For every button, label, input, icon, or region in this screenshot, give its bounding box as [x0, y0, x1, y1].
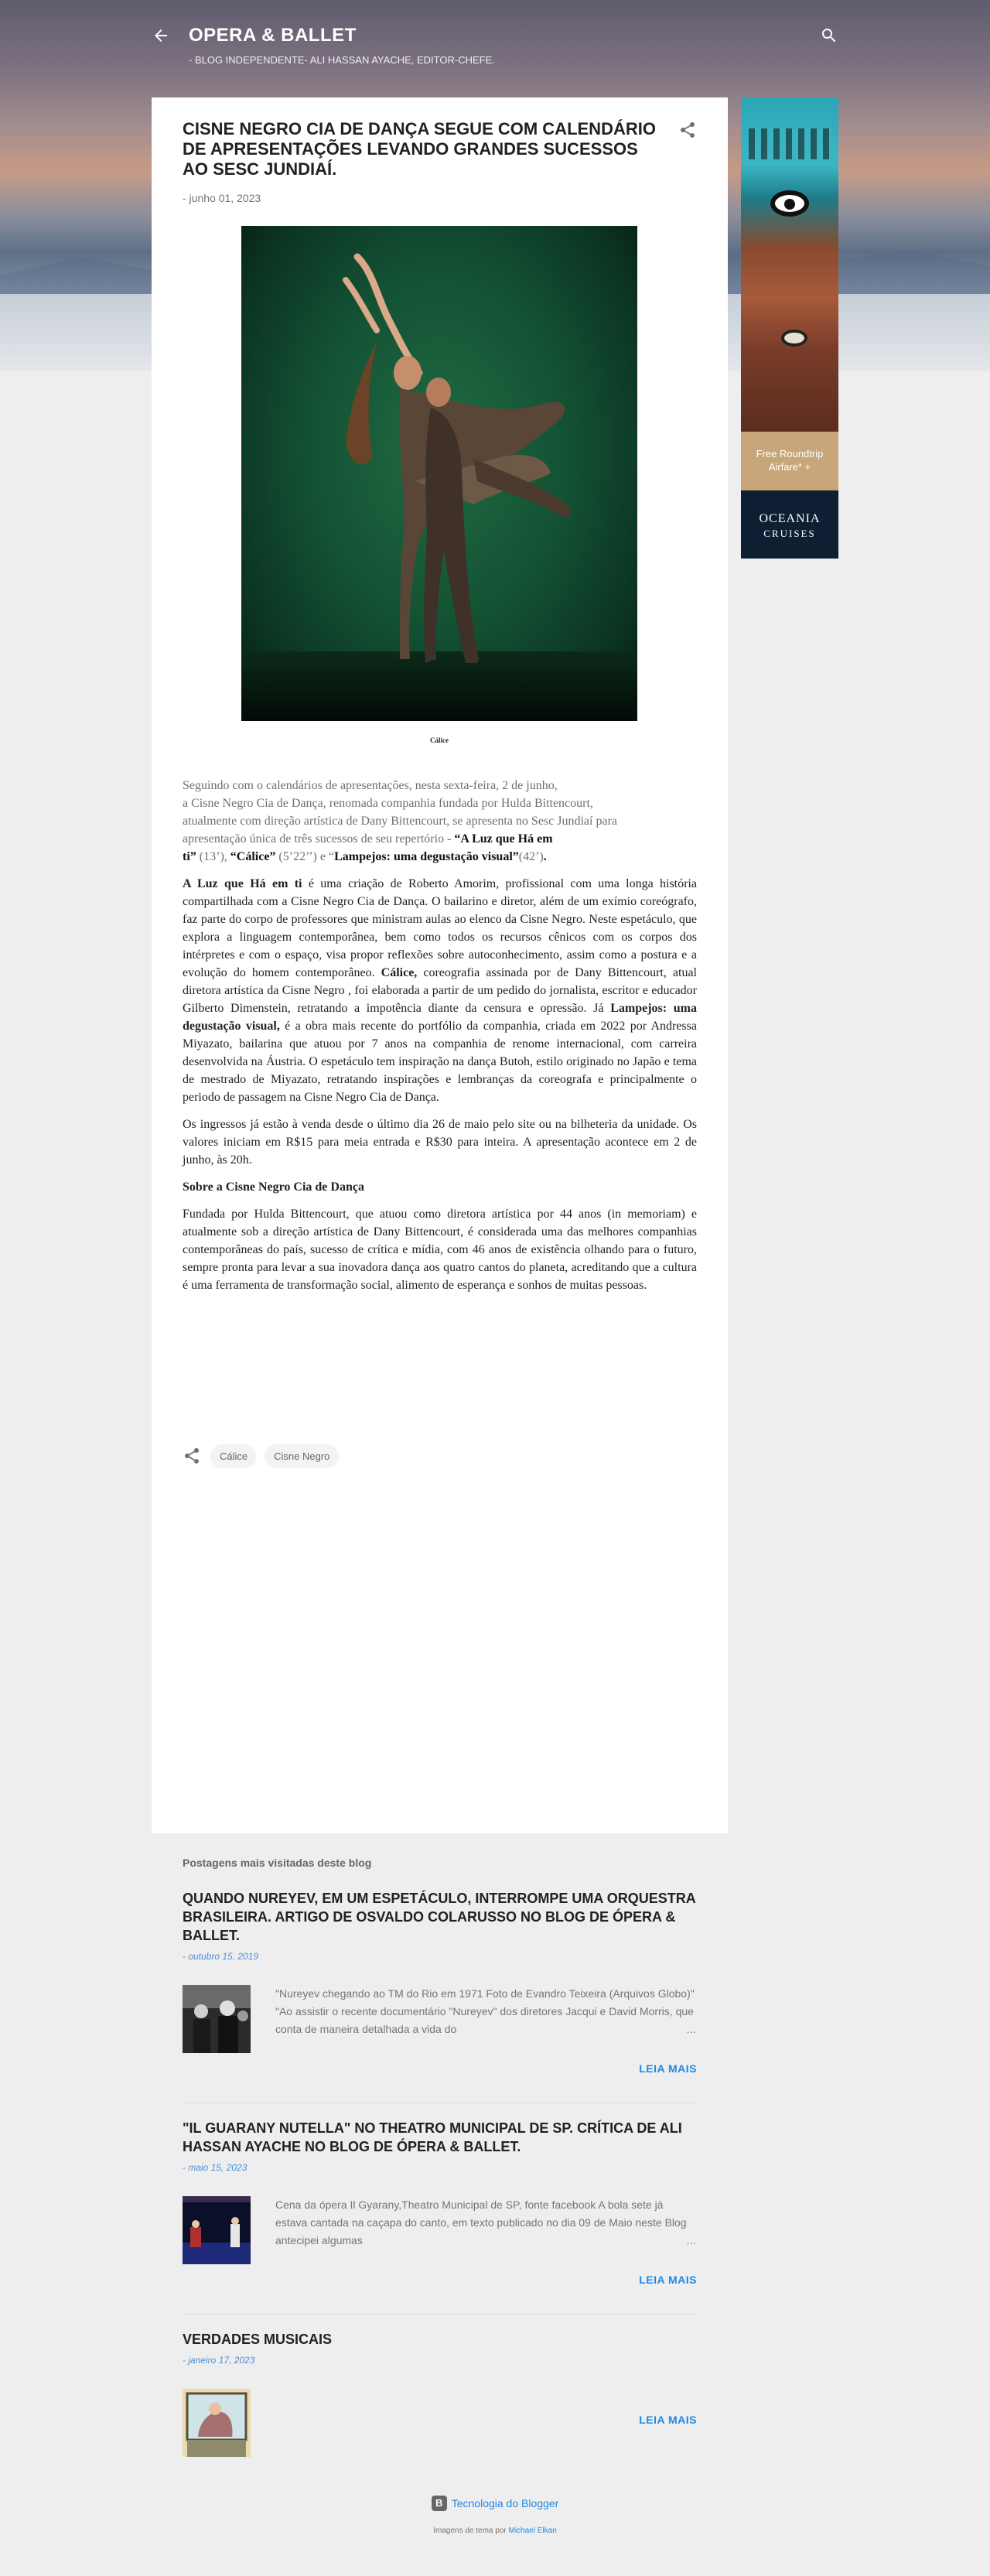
paragraph-works: A Luz que Há em ti é uma criação de Roberto Amorim, profissional com uma longa história compartilhada com a Cisne Negro Cia de Dança. O bailarino e diretor, além de um exímio coreógrafo, faz parte do corpo de professores que ministram aulas ao elenco da Cisne Negro. Neste espetáculo, que explora a linguagem contemporânea, bem como todos os recursos cênicos com os corpos dos intérpretes e com o espaço, visa propor reflexões sobre autoconhecimento, assim como a postura e a evolução do homem contemporâneo. Cálice, coreografia assinada por de Dany Bittencourt, atual diretora artística da Cisne Negro , foi elaborada a partir de um pedido do jornalista, escritor e educador Gilberto Dimenstein, retratando a impotência diante da censura e opressão. Já Lampejos: uma degustação visual, é a obra mais recente do portfólio da companhia, criada em 2022 por Andressa Miyazato, bailarina que atuou por 7 anos na companhia de renome internacional, com carreira desenvolvida na Áustria. O espetáculo tem inspiração na dança Butoh, estilo originado no Japão e tema de mestrado de Miyazato, retratando inspirações e lembranças da coreografa e principalmente o periodo de passagem na Cisne Negro Cia de Dança. — [183, 877, 698, 1104]
popular-post-date[interactable]: - outubro 15, 2019 — [183, 1951, 259, 1962]
read-more-link[interactable]: LEIA MAIS — [639, 2062, 697, 2075]
popular-post-item — [183, 1889, 697, 2103]
blog-description: - BLOG INDEPENDENTE- ALI HASSAN AYACHE, EDITOR-CHEFE. — [189, 54, 495, 66]
post-date[interactable]: - junho 01, 2023 — [183, 192, 261, 204]
popular-posts — [183, 1857, 697, 2486]
popular-post-item — [183, 2330, 697, 2471]
credit-author-link[interactable]: Michael Elkan — [508, 2526, 557, 2535]
header-bar — [152, 23, 838, 70]
paragraph-about: Fundada por Hulda Bittencourt, que atuou como diretora artística por 44 anos (in memoriam) e atualmente sob a direção artística de Dany Bittencourt, é considerada uma das melhores companhias contemporâneas do país, sucesso de crítica e mídia, com 46 anos de existência olhando para o futuro, sempre pronta para levar a sua inovadora dança aos quatro cantos do planeta, acreditando que a cultura é uma ferramenta de transformação social, alimento de esperança e sonhos de muitas pessoas. — [183, 1208, 697, 1292]
dancers-figure — [241, 226, 637, 721]
share-icon[interactable] — [183, 1447, 201, 1465]
popular-post-body — [183, 1985, 697, 2075]
search-icon[interactable] — [820, 26, 838, 45]
popular-post-snippet: Cena da ópera Il Gyarany,Theatro Municipal de SP, fonte facebook A bola sete já estava cantada na caçapa do canto, em texto publicado no dia 09 de Maio neste Blog antecipei algumas … — [275, 2196, 697, 2250]
popular-post-title[interactable]: QUANDO NUREYEV, EM UM ESPETÁCULO, INTERROMPE UMA ORQUESTRA BRASILEIRA. ARTIGO DE OSVALDO COLARUSSO NO BLOG DE ÓPERA & BALLET. — [183, 1891, 696, 1943]
popular-post-title[interactable]: VERDADES MUSICAIS — [183, 2332, 333, 2347]
read-more-link[interactable]: LEIA MAIS — [639, 2274, 697, 2286]
post-thumbnail[interactable] — [183, 2389, 251, 2457]
sidebar-advertisement[interactable] — [741, 97, 838, 559]
post-card — [152, 97, 728, 1833]
intro-paragraph: Seguindo com o calendários de apresentações, nesta sexta-feira, 2 de junho, a Cisne Negro Cia de Dança, renomada companhia fundada por Hulda Bittencourt, atualmente com direção artística de Dany Bittencourt, se apresenta no Sesc Jundiaí para apresentação única de três sucessos de seu repertório - “A Luz que Há em ti” (13’), “Cálice” (5’22’’) e “Lampejos: uma degustação visual”(42’). — [183, 779, 618, 863]
blog-title[interactable]: OPERA & BALLET — [189, 25, 357, 46]
powered-by-blogger[interactable]: B Tecnologia do Blogger — [432, 2496, 559, 2511]
post-thumbnail[interactable] — [183, 1985, 251, 2053]
popular-post-body — [183, 2389, 697, 2457]
blogger-icon: B — [432, 2496, 447, 2511]
ad-offer-text[interactable]: Free Roundtrip Airfare* + — [741, 432, 838, 490]
dance-photo[interactable] — [241, 226, 637, 721]
post-body — [183, 777, 697, 1303]
post-thumbnail[interactable] — [183, 2196, 251, 2264]
arrow-back-icon[interactable] — [152, 26, 170, 45]
totem-eye — [781, 330, 807, 347]
paragraph-tickets: Os ingressos já estão à venda desde o último dia 26 de maio pelo site ou na bilheteria da unidade. Os valores iniciam em R$15 para meia entrada e R$30 para inteira. A apresentação acontece em 2 de junho, às 20h. — [183, 1118, 697, 1167]
popular-post-body — [183, 2196, 697, 2286]
read-more-link[interactable]: LEIA MAIS — [639, 2414, 697, 2426]
photo-caption: Cálice — [430, 736, 449, 744]
ad-brand-logo[interactable]: OCEANIA CRUISES — [741, 490, 838, 559]
label-chip[interactable]: Cálice — [210, 1444, 257, 1468]
post-labels — [183, 1443, 339, 1468]
totem-image — [741, 97, 838, 432]
label-chip[interactable]: Cisne Negro — [265, 1444, 339, 1468]
totem-eye — [770, 190, 809, 217]
post-title: CISNE NEGRO CIA DE DANÇA SEGUE COM CALENDÁRIO DE APRESENTAÇÕES LEVANDO GRANDES SUCESSOS AO SESC JUNDIAÍ. — [183, 119, 656, 179]
popular-post-date[interactable]: - maio 15, 2023 — [183, 2162, 248, 2173]
popular-post-date[interactable]: - janeiro 17, 2023 — [183, 2355, 255, 2366]
share-icon[interactable] — [678, 121, 697, 139]
footer — [0, 2496, 990, 2535]
about-heading: Sobre a Cisne Negro Cia de Dança — [183, 1180, 364, 1194]
popular-heading: Postagens mais visitadas deste blog — [183, 1857, 372, 1869]
totem-pattern — [749, 128, 831, 159]
popular-post-item — [183, 2119, 697, 2315]
theme-credit: Imagens de tema por Michael Elkan — [433, 2526, 557, 2535]
popular-post-snippet: "Nureyev chegando ao TM do Rio em 1971 Foto de Evandro Teixeira (Arquivos Globo)" "Ao assistir o recente documentário "Nureyev" dos diretores Jacqui e David Morris, que conta de maneira detalhada a vida do … — [275, 1985, 697, 2038]
popular-post-title[interactable]: "IL GUARANY NUTELLA" NO THEATRO MUNICIPAL DE SP. CRÍTICA DE ALI HASSAN AYACHE NO BLOG DE ÓPERA & BALLET. — [183, 2120, 682, 2154]
